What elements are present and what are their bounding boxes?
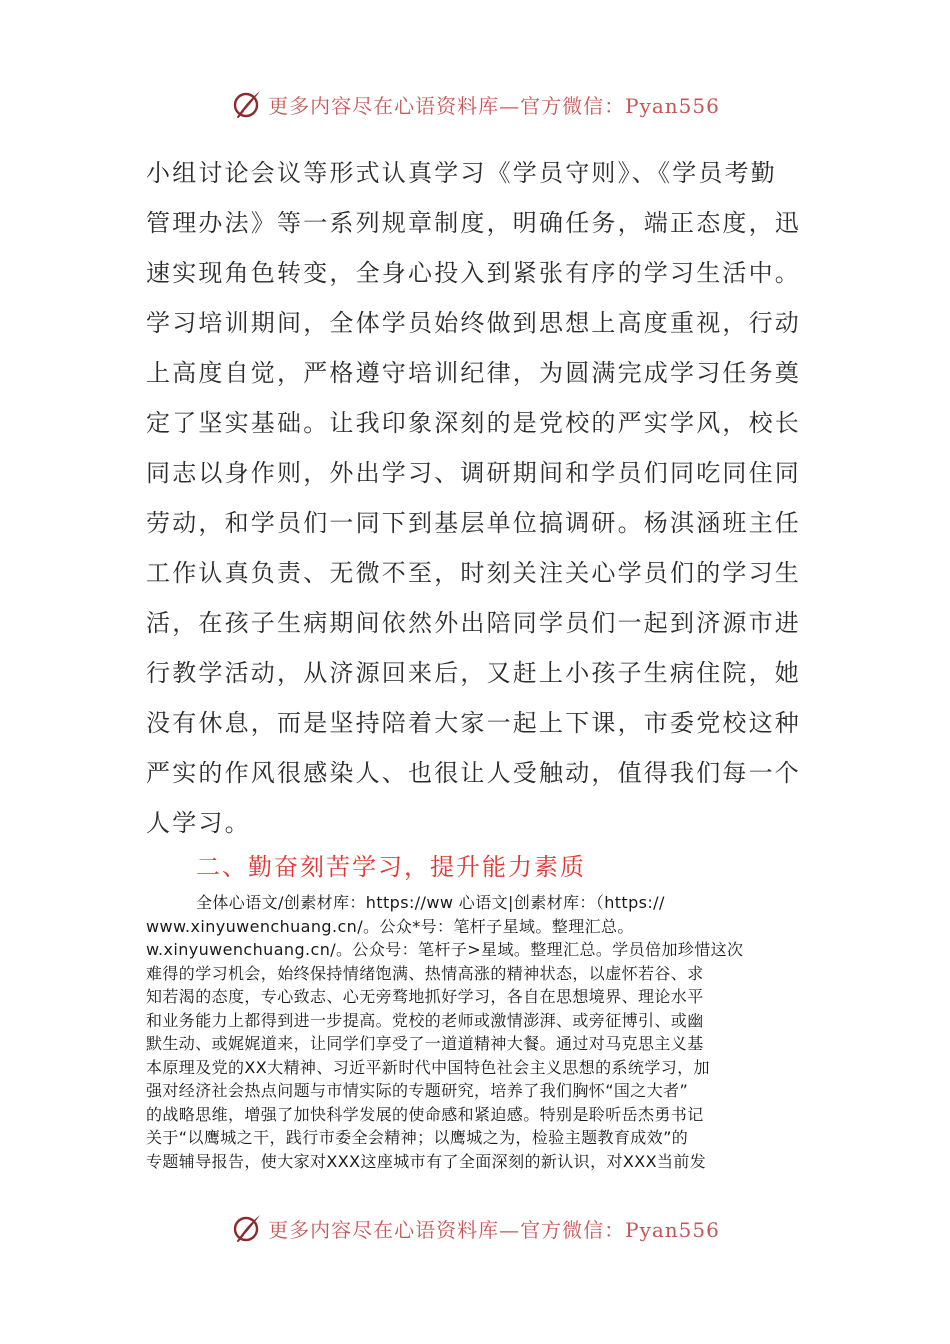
body-line: 工作认真负责、无微不至，时刻关注关心学员们的学习生 bbox=[146, 559, 801, 587]
small-line: 强对经济社会热点问题与市情实际的专题研究，培养了我们胸怀“国之大者” bbox=[146, 1081, 689, 1100]
small-line: 知若渴的态度，专心致志、心无旁骛地抓好学习，各自在思想境界、理论水平 bbox=[146, 987, 704, 1006]
small-line: 默生动、或娓娓道来，让同学们享受了一道道精神大餐。通过对马克思主义基 bbox=[146, 1034, 704, 1053]
quill-logo-icon bbox=[230, 1211, 264, 1245]
small-paragraph bbox=[146, 891, 811, 1173]
section-heading: 二、勤奋刻苦学习，提升能力素质 bbox=[196, 853, 586, 881]
banner-text: 更多内容尽在心语资料库—官方微信：Pyan556 bbox=[268, 1217, 720, 1242]
body-line: 劳动，和学员们一同下到基层单位搞调研。杨淇涵班主任 bbox=[146, 509, 801, 537]
footer-banner bbox=[0, 1206, 950, 1250]
small-line: 专题辅导报告，使大家对XXX这座城市有了全面深刻的新认识，对XXX当前发 bbox=[146, 1151, 707, 1171]
body-line: 人学习。 bbox=[146, 809, 251, 837]
body-line: 定了坚实基础。让我印象深刻的是党校的严实学风，校长 bbox=[146, 409, 801, 437]
small-line: w.xinyuwenchuang.cn/。公众号：笔杆子>星域。整理汇总。学员倍加珍惜这次 bbox=[146, 940, 744, 959]
body-line: 没有休息，而是坚持陪着大家一起上下课，市委党校这种 bbox=[146, 709, 801, 737]
body-line: 同志以身作则，外出学习、调研期间和学员们同吃同住同 bbox=[146, 459, 801, 487]
banner-text: 更多内容尽在心语资料库—官方微信：Pyan556 bbox=[268, 93, 720, 118]
body-line: 速实现角色转变，全身心投入到紧张有序的学习生活中。 bbox=[146, 259, 801, 287]
small-line: www.xinyuwenchuang.cn/。公众*号：笔杆子星域。整理汇总。 bbox=[146, 916, 634, 936]
body-line: 上高度自觉，严格遵守培训纪律，为圆满完成学习任务奠 bbox=[146, 359, 801, 387]
body-line: 小组讨论会议等形式认真学习《学员守则》、《学员考勤 bbox=[146, 159, 777, 187]
body-line: 学习培训期间，全体学员始终做到思想上高度重视，行动 bbox=[146, 309, 801, 337]
small-line: 本原理及党的XX大精神、习近平新时代中国特色社会主义思想的系统学习，加 bbox=[146, 1057, 710, 1077]
header-banner bbox=[0, 82, 950, 126]
small-line: 关于“以鹰城之干，践行市委全会精神；以鹰城之为，检验主题教育成效”的 bbox=[146, 1128, 689, 1147]
body-line: 行教学活动，从济源回来后，又赶上小孩子生病住院，她 bbox=[146, 659, 801, 687]
body-line: 活，在孩子生病期间依然外出陪同学员们一起到济源市进 bbox=[146, 609, 801, 637]
body-line: 管理办法》等一系列规章制度，明确任务，端正态度，迅 bbox=[146, 209, 801, 237]
small-line: 和业务能力上都得到进一步提高。党校的老师或激情澎湃、或旁征博引、或幽 bbox=[146, 1010, 704, 1030]
body-paragraph bbox=[146, 148, 801, 848]
small-line: 难得的学习机会，始终保持情绪饱满、热情高涨的精神状态，以虚怀若谷、求 bbox=[146, 963, 704, 983]
small-line: 的战略思维，增强了加快科学发展的使命感和紧迫感。特别是聆听岳杰勇书记 bbox=[146, 1104, 704, 1124]
body-line: 严实的作风很感染人、也很让人受触动，值得我们每一个 bbox=[146, 759, 801, 787]
small-line: 全体心语文/创素材库：https://ww 心语文|创素材库：（https:// bbox=[196, 893, 665, 912]
quill-logo-icon bbox=[230, 87, 264, 121]
